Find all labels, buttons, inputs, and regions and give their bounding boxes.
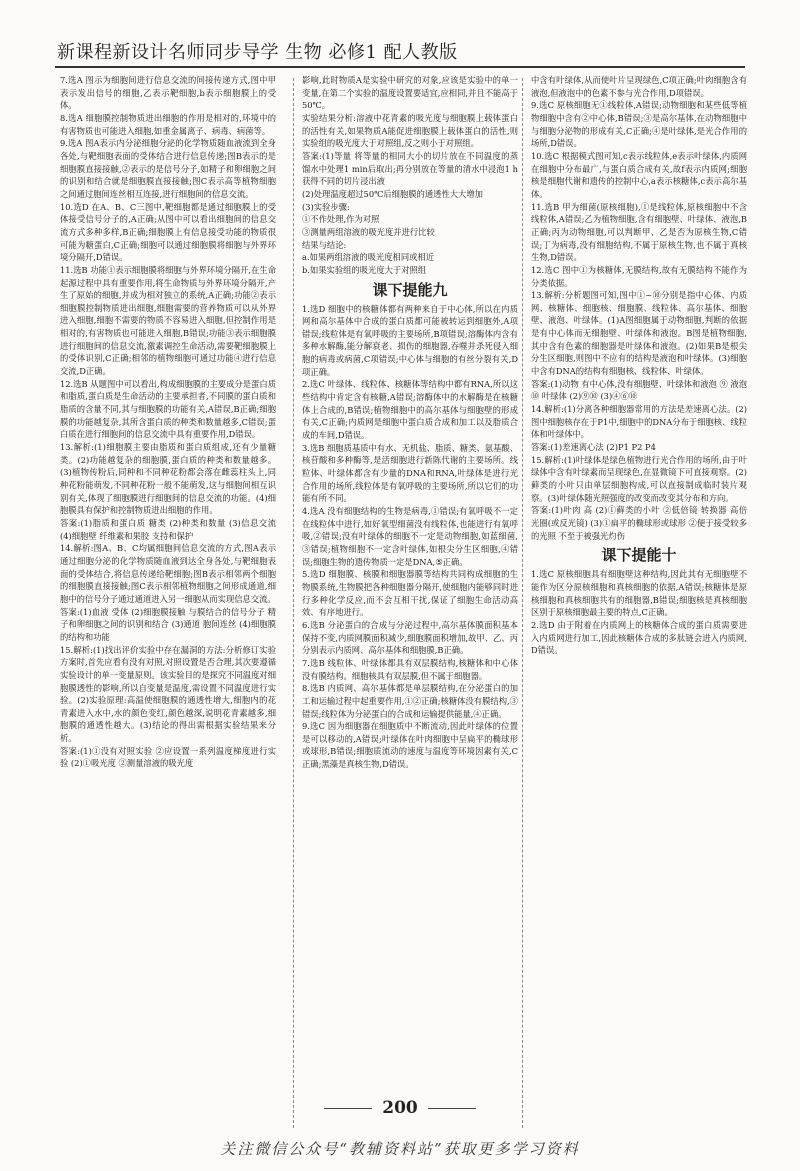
- answer-paragraph: 2.选D 由于附着在内质网上的核糖体合成的蛋白质需要进入内质网进行加工,因此核糖体合成的多肽链会进入内质网,D错误。: [531, 619, 747, 656]
- answer-paragraph: 结果与结论:: [302, 239, 347, 250]
- page-header: [55, 32, 745, 68]
- answer-paragraph: 10.选D 在A、B、C三图中,靶细胞都是通过细胞膜上的受体接受信号分子的,A正确;从图中可以看出细胞间的信息交流方式多种多样,B正确;细胞膜上有信息接受功能的物质很可能为糖蛋白,C正确;细胞可以通过细胞膜将细胞与外界环境分隔开,D错误。: [60, 201, 276, 263]
- answer-paragraph: 9.选C 原核细胞无①线粒体,A错误;动物细胞和某些低等植物细胞中含有②中心体,B错误;③是高尔基体,在动物细胞中与细胞分泌物的形成有关,C正确;④是叶绿体,是光合作用的场所,D错误。: [531, 100, 747, 149]
- answer-paragraph: 影响,此时物质A是实验中研究的对象,应该是实验中的单一变量,在第二个实验的温度设置要适宜,应相同,并且不能高于50℃。: [302, 75, 518, 111]
- answer-paragraph: 2.选C 叶绿体、线粒体、核糖体等结构中都有RNA,所以这些结构中肯定含有核糖,A错误;溶酶体中的水解酶是在核糖体上合成的,B错误;植物细胞中的高尔基体与细胞壁的形成有关,C正确;内质网是细胞中蛋白质合成和加工以及脂质合成的车间,D错误。: [302, 379, 518, 441]
- answer-paragraph: (2)处理温度超过50℃后细胞膜的通透性大大增加: [302, 188, 483, 199]
- divider-line: [324, 1108, 372, 1109]
- answer-paragraph: 8.选A 细胞膜控制物质进出细胞的作用是相对的,环境中的有害物质也可能进入细胞,如重金属离子、病毒、病菌等。: [60, 112, 276, 136]
- answer-paragraph: 7.选B 线粒体、叶绿体都具有双层膜结构,核糖体和中心体没有膜结构。细胞核具有双层膜,但不属于细胞器。: [302, 657, 518, 681]
- answer-paragraph: 11.选B 甲为细菌(原核细胞),①是线粒体,原核细胞中不含线粒体,A错误;乙为植物细胞,含有细胞壁、叶绿体、液泡,B正确;丙为动物细胞,可以判断甲、乙是否为原核生物,C错误;丁为病毒,没有细胞结构,不属于原核生物,也不属于真核生物,D错误。: [531, 201, 747, 263]
- footer-note: 关注微信公众号“教辅资料站”获取更多学习资料: [220, 1140, 580, 1158]
- page-number-text: 200: [382, 1098, 418, 1118]
- answer-paragraph: 答案:(1)动物 有中心体,没有细胞壁、叶绿体和液泡 ⑨ 液泡 ⑩ 叶绿体 (2)⑨⑩ (3)④⑥⑩: [531, 378, 747, 402]
- answer-paragraph: ①不作处理,作为对照: [302, 214, 380, 225]
- answer-paragraph: 答案:(1)脂质和蛋白质 糖类 (2)种类和数量 (3)信息交流 (4)细胞壁 纤维素和果胶 支持和保护: [60, 517, 276, 541]
- answer-paragraph: ③测量两组溶液的吸光度并进行比较: [302, 226, 435, 237]
- answer-paragraph: 14.解析:图A、B、C均属细胞间信息交流的方式,图A表示通过细胞分泌的化学物质随血液到达全身各处,与靶细胞表面的受体结合,将信息传递给靶细胞;图B表示相邻两个细胞的细胞膜直接接触;图C表示相邻植物细胞之间形成通道,细胞中的信号分子通过通道进入另一细胞从而实现信息交流。: [60, 543, 276, 604]
- answer-paragraph: 7.选A 图示为细胞间进行信息交流的间接传递方式,图中甲表示发出信号的细胞,乙表示靶细胞,b表示细胞膜上的受体。: [60, 75, 276, 111]
- answer-paragraph: 8.选B 内质网、高尔基体都是单层膜结构,在分泌蛋白的加工和运输过程中起重要作用,①②正确;核糖体没有膜结构,③错误;线粒体为分泌蛋白的合成和运输提供能量,④正确。: [302, 683, 518, 719]
- divider-line: [428, 1108, 476, 1109]
- answer-paragraph: (3)实验步骤:: [302, 201, 350, 212]
- answer-paragraph: 9.选C 因为细胞器在细胞质中不断流动,因此叶绿体的位置是可以移动的,A错误;叶绿体在叶肉细胞中呈扁平的椭球形或球形,B错误;细胞质流动的速度与温度等环境因素有关,C正确;黑藻是真核生物,D错误。: [302, 721, 518, 770]
- answer-paragraph: 4.选A 没有细胞结构的生物是病毒,①错误;有氧呼吸不一定在线粒体中进行,如好氧型细菌没有线粒体,也能进行有氧呼吸,②错误;没有叶绿体的细胞不一定是动物细胞,如蓝细菌,③错误;植物细胞不一定含叶绿体,如根尖分生区细胞,④错误;细胞生物的遗传物质一定是DNA,⑤正确。: [302, 506, 518, 567]
- answer-paragraph: 13.解析:(1)细胞膜主要由脂质和蛋白质组成,还有少量糖类。(2)功能越复杂的细胞膜,蛋白质的种类和数量越多。(3)植物传粉后,同种和不同种花粉都会落在雌蕊柱头上,同种花粉能萌发,不同种花粉一般不能萌发,这与细胞间相互识别有关,体现了细胞膜进行细胞间的信息交流的功能。(4)细胞膜具有保护和控制物质进出细胞的作用。: [60, 442, 276, 516]
- answer-paragraph: 14.解析:(1)分离各种细胞器常用的方法是差速离心法。(2)图中细胞核存在于P1中,细胞中的DNA分布于细胞核、线粒体和叶绿体中。: [531, 404, 747, 440]
- answer-paragraph: 13.解析:分析题图可知,图中①~⑩分别是指中心体、内质网、核糖体、细胞核、细胞膜、线粒体、高尔基体、细胞壁、液泡、叶绿体。(1)A图细胞属于动物细胞,判断的依据是有中心体而无细胞壁、叶绿体和液泡。B图是植物细胞,其中含有色素的细胞器是叶绿体和液泡。(2)如果B是根尖分生区细胞,则图中不应有的结构是液泡和叶绿体。(3)细胞中含有DNA的结构有细胞核、线粒体、叶绿体。: [531, 290, 747, 377]
- column-divider: [522, 78, 523, 1128]
- answer-paragraph: 5.选D 细胞膜、核膜和细胞器膜等结构共同构成细胞的生物膜系统,生物膜把各种细胞器分隔开,使细胞内能够同时进行多种化学反应,而不会互相干扰,保证了细胞生命活动高效、有序地进行。: [302, 569, 518, 618]
- answer-paragraph: 中含有叶绿体,从而使叶片呈现绿色,C项正确;叶肉细胞含有液泡,但液泡中的色素不参与光合作用,D项错误。: [531, 75, 747, 98]
- column-right: [531, 74, 747, 1132]
- answer-paragraph: 15.解析:(1)找出评价实验中存在漏洞的方法:分析修订实验方案时,首先应看有没有对照,对照设置是否合理,其次要遵循实验设计的单一变量原则。该实验目的是探究不同温度对细胞膜透性的影响,所以自变量是温度,需设置不同温度进行实验。(2)实验原理:高温使细胞膜的通透性增大,细胞内的花青素进入水中,水的颜色变红,颜色越深,说明花青素越多,细胞膜的通透性越大。(3)结论的得出需根据实验结果来分析。: [60, 644, 276, 744]
- answer-paragraph: 11.选B 功能①表示细胞膜将细胞与外界环境分隔开,在生命起源过程中具有重要作用,将生命物质与外界环境分隔开,产生了原始的细胞,并成为相对独立的系统,A正确;功能②表示细胞膜控制物质进出细胞,细胞需要的营养物质可以从外界进入细胞,细胞不需要的物质不容易进入细胞,但控制作用是相对的,有害物质也可能进入细胞,B错误;功能③表示细胞膜进行细胞间的信息交流,激素调控生命活动,需要靶细胞膜上的受体识别,C正确;相邻的植物细胞可通过功能④进行信息交流,D正确。: [60, 264, 276, 377]
- answer-paragraph: 12.选C 图中①为核糖体,无膜结构,故有无膜结构不能作为分类依据。: [531, 264, 747, 288]
- answer-paragraph: a.如果两组溶液的吸光度相同或相近: [302, 252, 435, 263]
- answer-paragraph: 答案:(1)叶肉 高 (2)①藓类的小叶 ②低倍镜 转换器 高倍 光圈(或反光镜) (3)①扁平的椭球形或球形 ②便于接受较多的光照 不至于被强光灼伤: [531, 505, 747, 541]
- answer-paragraph: 12.选B 从题图中可以看出,构成细胞膜的主要成分是蛋白质和脂质,蛋白质是生命活动的主要承担者,不同膜的蛋白质和脂质的含量不同,其与细胞膜的功能有关,A错误,B正确;细胞膜的功能越复杂,其所含蛋白质的种类和数量越多,C错误;蛋白质在进行细胞间的信息交流中具有重要作用,D错误。: [60, 378, 276, 440]
- answer-paragraph: 实验结果分析:溶液中花青素的吸光度与细胞膜上载体蛋白的活性有关,如果物质A能促进细胞膜上载体蛋白的活性,则实验组的吸光度大于对照组,反之则小于对照组。: [302, 112, 518, 149]
- answer-paragraph: 3.选B 细胞质基质中有水、无机盐、脂质、糖类、氨基酸、核苷酸和多种酶等,是活细胞进行新陈代谢的主要场所。线粒体、叶绿体都含有少量的DNA和RNA,叶绿体是进行光合作用的场所,线粒体是有氧呼吸的主要场所,所以它们的功能有所不同。: [302, 442, 518, 504]
- answer-paragraph: 9.选A 图A表示内分泌细胞分泌的化学物质随血液流到全身各处,与靶细胞表面的受体结合进行信息传递;图B表示的是细胞膜直接接触,②表示的是信号分子,如精子和卵细胞之间的识别和结合就是细胞膜直接接触;图C表示高等植物细胞之间通过胞间连丝相互连接,进行细胞间的信息交流。: [60, 138, 276, 199]
- answer-paragraph: 1.选C 原核细胞具有细胞壁这种结构,因此其有无细胞壁不能作为区分原核细胞和真核细胞的依据,A错误;核糖体是原核细胞和真核细胞共有的细胞器,B错误;细胞核是真核细胞区别于原核细胞最主要的特点,C正确。: [531, 569, 747, 618]
- page-number: [0, 1098, 800, 1118]
- column-divider: [293, 78, 294, 1128]
- answer-paragraph: 10.选C 根据模式图可知,c表示线粒体,e表示叶绿体,内质网在细胞中分布最广,与蛋白质合成有关,故f表示内质网;细胞核是细胞代谢和遗传的控制中心,a表示核糖体,c表示高尔基体。: [531, 150, 747, 199]
- answer-paragraph: b.如果实验组的吸光度大于对照组: [302, 264, 427, 275]
- lesson-10-title: 课下提能十: [601, 546, 677, 565]
- lesson-9-title: 课下提能九: [372, 280, 448, 299]
- answer-paragraph: 答案:(1)血液 受体 (2)细胞膜接触 与膜结合的信号分子 精子和卵细胞之间的识别和结合 (3)通道 胞间连丝 (4)细胞膜的结构和功能: [60, 606, 276, 642]
- answer-paragraph: 答案:(1)差速离心法 (2)P1 P2 P4: [531, 442, 656, 453]
- column-left: [60, 74, 276, 1132]
- answer-paragraph: 6.选B 分泌蛋白的合成与分泌过程中,高尔基体膜面积基本保持不变,内质网膜面积减少,细胞膜面积增加,故甲、乙、丙分别表示内质网、高尔基体和细胞膜,B正确。: [302, 619, 518, 656]
- answer-paragraph: 15.解析:(1)叶绿体是绿色植物进行光合作用的场所,由于叶绿体中含有叶绿素而呈现绿色,在显微镜下可直接观察。(2)藓类的小叶只由单层细胞构成,可以直接制成临时装片观察。(3)叶绿体随光照强度的改变而改变其分布和方向。: [531, 454, 747, 503]
- book-title: 新课程新设计名师同步导学 生物 必修1 配人教版: [57, 42, 458, 63]
- answer-paragraph: 答案:(1)①没有对照实验 ②应设置一系列温度梯度进行实验 (2)①吸光度 ②测量溶液的吸光度: [60, 745, 276, 769]
- column-middle: [302, 74, 518, 1132]
- answer-paragraph: 答案:(1)等量 将等量的相同大小的切片放在不同温度的蒸馏水中处理1 min后取出;再分别放在等量的清水中浸泡1 h获得不同的切片浸出液: [302, 150, 518, 187]
- answer-paragraph: 1.选D 细胞中的核糖体都有两种来自于中心体,所以在内质网和高尔基体中合成的蛋白质都可能被转运到细胞外,A项错误;线粒体是有氧呼吸的主要场所,B项错误;溶酶体内含有多种水解酶,能分解衰老、损伤的细胞器,吞噬并杀死侵入细胞的病毒或病菌,C项错误;中心体与细胞的有丝分裂有关,D项正确。: [302, 303, 518, 377]
